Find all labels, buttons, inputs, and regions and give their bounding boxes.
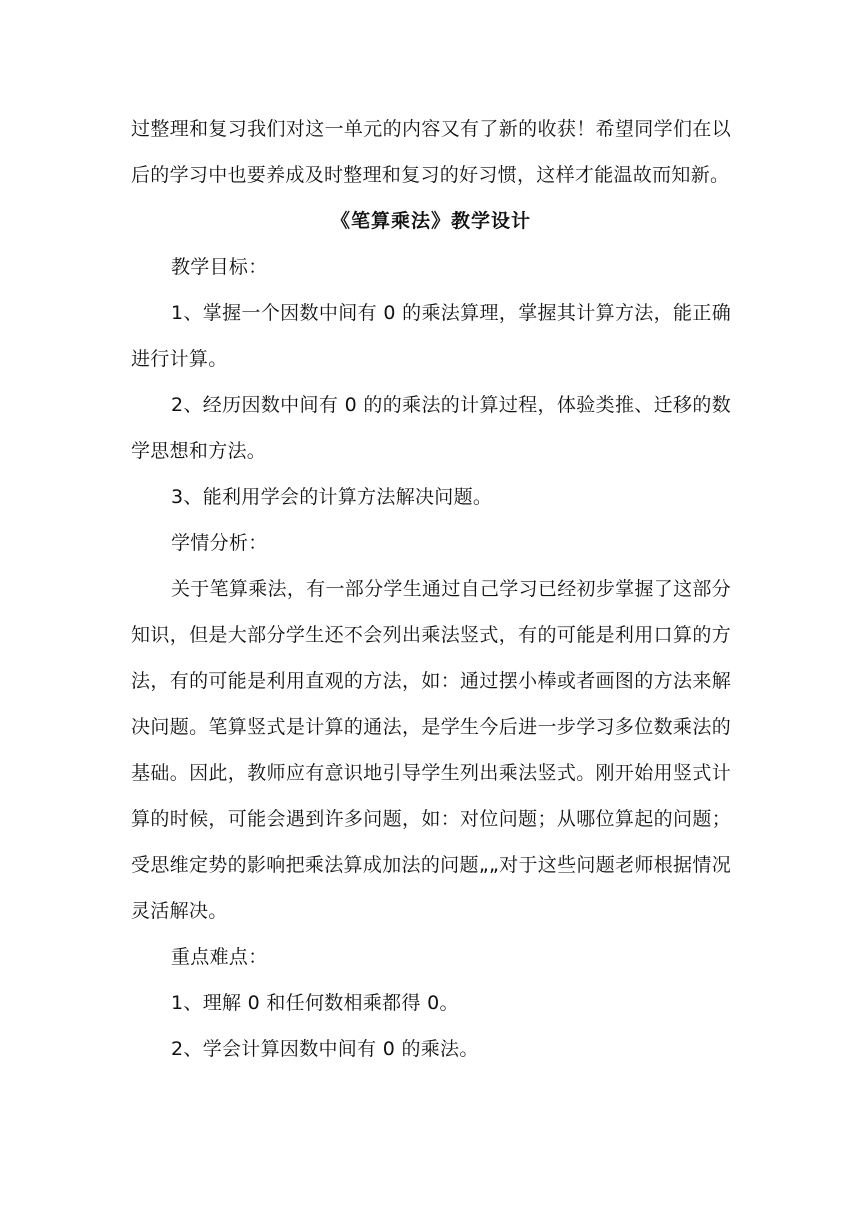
goal-item-1: 1、掌握一个因数中间有 0 的乘法算理，掌握其计算方法，能正确进行计算。 [131,302,731,370]
analysis-heading: 学情分析： [171,532,268,554]
goals-heading: 教学目标： [171,256,268,278]
key-points-heading: 重点难点： [171,946,268,968]
analysis-paragraph: 关于笔算乘法，有一部分学生通过自己学习已经初步掌握了这部分知识，但是大部分学生还不会列出乘法竖式，有的可能是利用口算的方法，有的可能是利用直观的方法，如：通过摆小棒或者画图的方法来解决问题。笔算竖式是计算的通法，是学生今后进一步学习多位数乘法的基础。因此，教师应有意识地引导学生列出乘法竖式。刚开始用竖式计算的时候，可能会遇到许多问题，如：对位问题；从哪位算起的问题；受思维定势的影响把乘法算成加法的问题„„对于这些问题老师根据情况灵活解决。 [131,578,731,922]
document-body [131,106,731,1072]
goal-item-2: 2、经历因数中间有 0 的的乘法的计算过程，体验类推、迁移的数学思想和方法。 [131,394,731,462]
document-title: 《笔算乘法》教学设计 [330,210,531,232]
intro-paragraph: 过整理和复习我们对这一单元的内容又有了新的收获！希望同学们在以后的学习中也要养成及时整理和复习的好习惯，这样才能温故而知新。 [131,118,731,186]
goal-item-3: 3、能利用学会的计算方法解决问题。 [171,486,493,508]
key-point-item-2: 2、学会计算因数中间有 0 的乘法。 [171,1038,479,1060]
key-point-item-1: 1、理解 0 和任何数相乘都得 0。 [171,992,459,1014]
